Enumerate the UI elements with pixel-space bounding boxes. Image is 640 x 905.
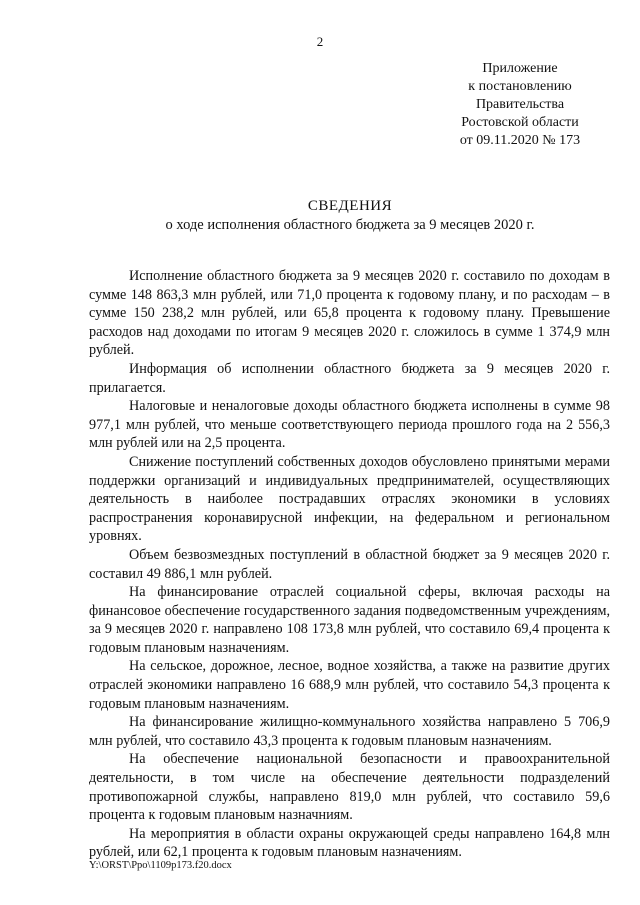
appendix-line: Правительства [475,97,565,112]
document-body [89,267,610,862]
page-number: 2 [316,34,324,49]
paragraph: На обеспечение национальной безопасности и правоохранительной деятельности, в том числе на обеспечение деятельности подразделений противопожарной службы, направлено 819,0 млн рублей, что составило 59,6 процента к годовым плановым назначниям. [89,751,610,824]
paragraph: На финансирование жилищно-коммунального хозяйства направлено 5 706,9 млн рублей, что составило 43,3 процента к годовым плановым назначениям. [89,714,610,749]
paragraph: Исполнение областного бюджета за 9 месяцев 2020 г. составило по доходам в сумме 148 863,3 млн рублей, или 71,0 процента к годовому плану, и по расходам – в сумме 150 238,2 млн рублей, или 65,8 процента к годовому плану. Превышение расходов над доходами по итогам 9 месяцев 2020 г. сложилось в сумме 1 374,9 млн рублей. [89,268,610,359]
footer-file-path: Y:\ORST\Ppo\1109p173.f20.docx [89,860,232,871]
paragraph: На финансирование отраслей социальной сферы, включая расходы на финансовое обеспечение государственного задания подведомственным учреждениям, за 9 месяцев 2020 г. направлено 108 173,8 млн рублей, что составило 69,4 процента к годовым плановым назначениям. [89,584,610,656]
paragraph: Информация об исполнении областного бюджета за 9 месяцев 2020 г. прилагается. [89,360,610,396]
document-title: СВЕДЕНИЯ [307,198,393,214]
document-subtitle: о ходе исполнения областного бюджета за 9 месяцев 2020 г. [165,217,535,233]
paragraph: На сельское, дорожное, лесное, водное хозяйства, а также на развитие других отраслей экономики направлено 16 688,9 млн рублей, что составило 54,3 процента к годовым плановым назначениям. [89,658,610,712]
paragraph: На мероприятия в области охраны окружающей среды направлено 164,8 млн рублей, или 62,1 процента к годовым плановым назначениям. [89,825,610,861]
appendix-line: Приложение [482,61,558,76]
paragraph: Налоговые и неналоговые доходы областного бюджета исполнены в сумме 98 977,1 млн рублей, что меньше соответствующего периода прошлого года на 2 556,3 млн рублей или на 2,5 процента. [89,398,610,452]
paragraph: Объем безвозмездных поступлений в областной бюджет за 9 месяцев 2020 г. составил 49 886,1 млн рублей. [89,546,610,582]
paragraph: Снижение поступлений собственных доходов обусловлено принятыми мерами поддержки организаций и индивидуальных предпринимателей, осуществляющих деятельность в наиболее пострадавших отраслях экономики в условиях распространения коронавирусной инфекции, на федеральном и региональном уровнях. [89,453,610,545]
appendix-line: Ростовской области [461,115,579,130]
appendix-line: к постановлению [468,79,572,94]
appendix-line: от 09.11.2020 № 173 [459,133,581,148]
appendix-block [430,60,610,150]
